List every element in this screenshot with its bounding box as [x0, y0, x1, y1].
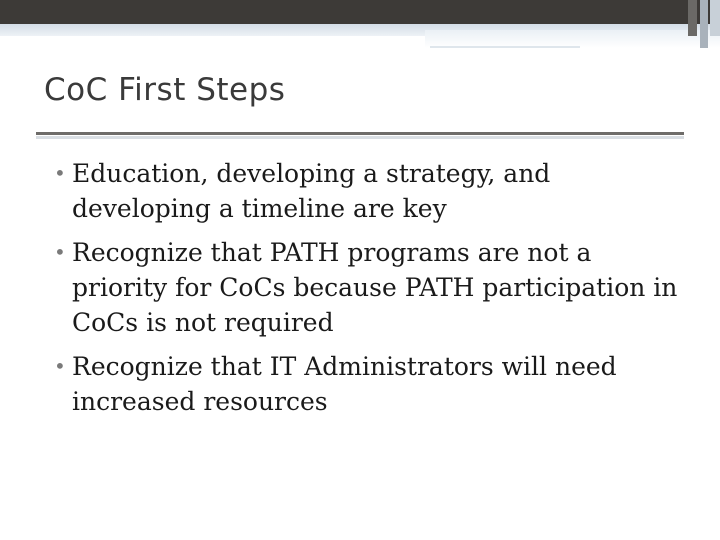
top-accent-line: [430, 46, 580, 48]
corner-accent-bar-2: [700, 0, 708, 48]
bullet-text: Education, developing a strategy, and developing a timeline are key: [72, 159, 551, 223]
bullet-text: Recognize that PATH programs are not a priority for CoCs because PATH participation in CoCs is not required: [72, 238, 678, 337]
slide-title: CoC First Steps: [44, 72, 286, 108]
bullet-item: [54, 156, 694, 226]
bullet-dot: •: [54, 240, 66, 264]
bullet-dot: •: [54, 161, 66, 185]
corner-accent-bar-1: [688, 0, 697, 36]
title-divider-shadow: [36, 136, 684, 139]
bullet-item: [54, 235, 694, 340]
bullet-text: Recognize that IT Administrators will need increased resources: [72, 352, 617, 416]
title-divider: [36, 132, 684, 135]
bullet-item: [54, 349, 694, 419]
top-decorative-bar: [0, 0, 720, 24]
bullet-list: [54, 156, 694, 428]
bullet-dot: •: [54, 354, 66, 378]
corner-accent-bar-3: [710, 0, 720, 36]
